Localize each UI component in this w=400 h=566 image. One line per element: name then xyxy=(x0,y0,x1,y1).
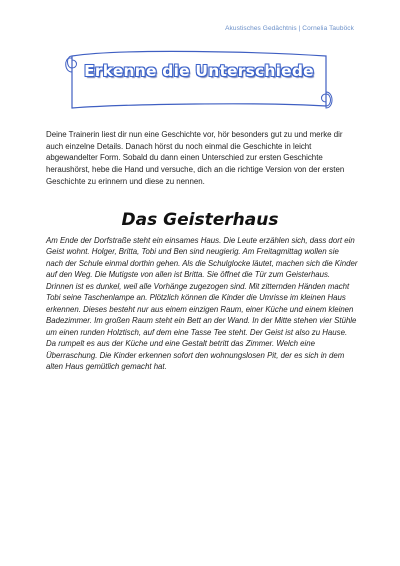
scroll-banner-graphic xyxy=(64,44,334,120)
banner-title: Erkenne die Unterschiede xyxy=(84,62,314,80)
story-title: Das Geisterhaus xyxy=(121,210,279,230)
instructions-paragraph: Deine Trainerin liest dir nun eine Geschichte vor, hör besonders gut zu und merke dir auch einzelne Details. Danach hörst du noch einmal die Geschichte in leicht abgewandelter Form. Sobald du dann einen Unterschied zur ersten Geschichte heraushörst, hebe die Hand und versuche, dich an die richtige Version von der ersten Geschichte zu erinnern und diese zu nennen. xyxy=(46,130,345,186)
story-text: Am Ende der Dorfstraße steht ein einsames Haus. Die Leute erzählen sich, dass dort ein Geist wohnt. Holger, Britta, Tobi und Ben sind neugierig. Am Freitagmittag wollen sie nach der Schule einmal dorthin gehen. Als die Schulglocke läutet, machen sich die Kinder auf den Weg. Die Mutigste von allen ist Britta. Sie öffnet die Tür zum Geisterhaus. Drinnen ist es dunkel, weil alle Vorhänge zugezogen sind. Mit zitternden Händen macht Tobi seine Taschenlampe an. Plötzlich können die Kinder die Umrisse im kleinen Haus erkennen. Dieses besteht nur aus einem einzigen Raum, einer Küche und einem kleinen Badezimmer. Im großen Raum steht ein Bett an der Wand. In der Mitte stehen vier Stühle um einen runden Holztisch, auf dem eine Tasse Tee steht. Der Geist ist also zu Hause. Da rumpelt es aus der Küche und eine Gestalt betritt das Zimmer. Welch eine Überraschung. Die Kinder erkennen sofort den wohnungslosen Pit, der es sich in dem alten Haus gemütlich gemacht hat. xyxy=(46,236,358,371)
title-banner-scroll xyxy=(64,44,334,120)
page-header: Akustisches Gedächtnis | Cornelia Tauböck xyxy=(225,25,354,32)
